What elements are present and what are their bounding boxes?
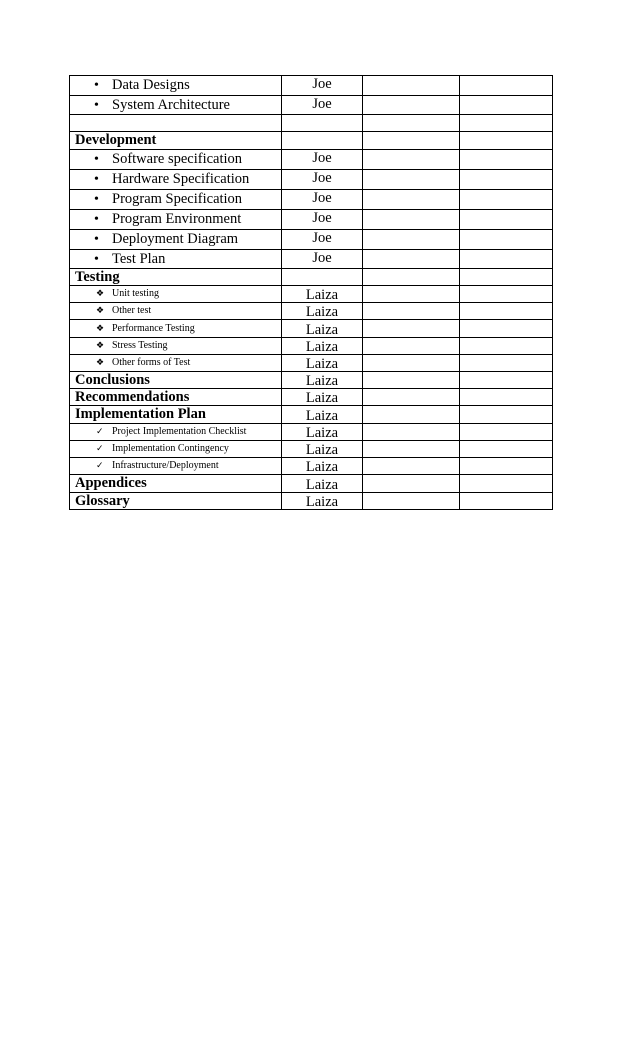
task-label: Other forms of Test: [112, 357, 191, 368]
empty-cell: [363, 269, 460, 286]
task-label: Deployment Diagram: [112, 231, 239, 247]
empty-cell: [363, 150, 460, 170]
empty-cell: [460, 441, 553, 458]
assignee-cell: Laiza: [282, 389, 363, 406]
task-label: Project Implementation Checklist: [112, 426, 247, 437]
empty-cell: [363, 96, 460, 115]
task-cell: [70, 96, 282, 115]
assignee-cell: Joe: [282, 230, 363, 250]
task-label: Other test: [112, 305, 152, 316]
table-row: [70, 170, 553, 190]
empty-cell: [460, 76, 553, 96]
assignee-cell: Laiza: [282, 475, 363, 493]
table-row: [70, 355, 553, 372]
task-cell: [70, 458, 282, 475]
assignee-cell: Laiza: [282, 303, 363, 320]
task-label: Program Environment: [112, 211, 242, 227]
assignee-cell: Joe: [282, 210, 363, 230]
task-cell: [70, 250, 282, 269]
table-row: [70, 132, 553, 150]
empty-cell: [363, 424, 460, 441]
task-cell: [70, 389, 282, 406]
empty-cell: [460, 475, 553, 493]
empty-cell: [460, 96, 553, 115]
assignee-cell: Laiza: [282, 441, 363, 458]
bullet-icon: •: [94, 78, 99, 93]
task-cell: [70, 493, 282, 510]
task-label: Hardware Specification: [112, 171, 250, 187]
table-row: [70, 230, 553, 250]
task-label: Program Specification: [112, 191, 243, 207]
empty-cell: [460, 355, 553, 372]
bullet-icon: •: [94, 251, 99, 267]
empty-cell: [460, 493, 553, 510]
empty-cell: [363, 170, 460, 190]
task-cell: [70, 190, 282, 210]
empty-cell: [363, 190, 460, 210]
table-row: [70, 458, 553, 475]
task-cell: [70, 170, 282, 190]
table-row: [70, 190, 553, 210]
empty-cell: [363, 320, 460, 338]
task-assignment-table: [69, 75, 553, 510]
assignee-cell: [282, 115, 363, 132]
task-cell: [70, 406, 282, 424]
checkmark-icon: ✓: [96, 426, 104, 436]
assignee-cell: Joe: [282, 76, 363, 96]
table-row: [70, 406, 553, 424]
empty-cell: [363, 230, 460, 250]
table-row: [70, 320, 553, 338]
task-label: Implementation Contingency: [112, 443, 229, 454]
checkmark-icon: ✓: [96, 443, 104, 453]
empty-cell: [460, 458, 553, 475]
empty-cell: [460, 372, 553, 389]
empty-cell: [363, 458, 460, 475]
bullet-icon: •: [94, 152, 99, 167]
assignee-cell: Laiza: [282, 424, 363, 441]
task-cell: [70, 424, 282, 441]
task-cell: [70, 338, 282, 355]
task-label: Test Plan: [112, 250, 166, 267]
empty-cell: [363, 303, 460, 320]
table-row: [70, 286, 553, 303]
bullet-icon: •: [94, 192, 99, 207]
task-table-body: [70, 76, 553, 510]
task-label: Data Designs: [112, 77, 190, 93]
empty-cell: [363, 132, 460, 150]
table-row: [70, 115, 553, 132]
diamond-bullet-icon: ❖: [96, 322, 105, 333]
empty-cell: [460, 406, 553, 424]
table-row: [70, 389, 553, 406]
empty-cell: [460, 320, 553, 338]
task-label: Software specification: [112, 151, 243, 167]
assignee-cell: Laiza: [282, 338, 363, 355]
task-label: Unit testing: [112, 288, 159, 299]
table-row: [70, 76, 553, 96]
bullet-icon: •: [94, 232, 99, 247]
empty-cell: [363, 250, 460, 269]
diamond-bullet-icon: ❖: [96, 340, 105, 350]
task-cell: [70, 115, 282, 132]
task-label: Stress Testing: [112, 340, 168, 351]
assignee-cell: Joe: [282, 170, 363, 190]
task-cell: [70, 303, 282, 320]
task-cell: [70, 372, 282, 389]
empty-cell: [363, 493, 460, 510]
task-label: Performance Testing: [112, 322, 195, 334]
table-row: [70, 150, 553, 170]
bullet-icon: •: [94, 172, 99, 187]
empty-cell: [460, 303, 553, 320]
table-row: [70, 96, 553, 115]
task-cell: [70, 320, 282, 338]
bullet-icon: •: [94, 97, 99, 113]
task-cell: [70, 210, 282, 230]
empty-cell: [460, 424, 553, 441]
empty-cell: [460, 170, 553, 190]
empty-cell: [363, 338, 460, 355]
table-row: [70, 424, 553, 441]
empty-cell: [363, 210, 460, 230]
assignee-cell: Laiza: [282, 493, 363, 510]
checkmark-icon: ✓: [96, 460, 104, 470]
empty-cell: [363, 372, 460, 389]
task-cell: [70, 230, 282, 250]
assignee-cell: Laiza: [282, 286, 363, 303]
empty-cell: [460, 190, 553, 210]
task-cell: [70, 269, 282, 286]
empty-cell: [460, 150, 553, 170]
empty-cell: [460, 132, 553, 150]
empty-cell: [460, 389, 553, 406]
section-heading: Implementation Plan: [75, 406, 206, 423]
section-heading: Appendices: [75, 475, 147, 492]
task-cell: [70, 475, 282, 493]
task-cell: [70, 441, 282, 458]
bullet-icon: •: [94, 212, 99, 227]
diamond-bullet-icon: ❖: [96, 305, 105, 315]
task-cell: [70, 76, 282, 96]
section-heading: Conclusions: [75, 371, 150, 388]
table-row: [70, 441, 553, 458]
empty-cell: [460, 115, 553, 132]
task-label: Infrastructure/Deployment: [112, 460, 219, 471]
assignee-cell: Joe: [282, 250, 363, 269]
section-heading: Testing: [75, 268, 120, 285]
table-row: [70, 338, 553, 355]
empty-cell: [460, 286, 553, 303]
empty-cell: [363, 115, 460, 132]
task-label: System Architecture: [112, 96, 230, 113]
assignee-cell: Laiza: [282, 320, 363, 338]
table-row: [70, 493, 553, 510]
diamond-bullet-icon: ❖: [96, 357, 105, 367]
empty-cell: [460, 230, 553, 250]
section-heading: Recommendations: [75, 388, 190, 405]
diamond-bullet-icon: ❖: [96, 288, 105, 298]
empty-cell: [460, 210, 553, 230]
task-cell: [70, 355, 282, 372]
empty-cell: [460, 250, 553, 269]
assignee-cell: Laiza: [282, 458, 363, 475]
empty-cell: [363, 389, 460, 406]
section-heading: Glossary: [75, 492, 130, 509]
empty-cell: [363, 475, 460, 493]
empty-cell: [460, 269, 553, 286]
task-cell: [70, 286, 282, 303]
empty-cell: [460, 338, 553, 355]
table-row: [70, 372, 553, 389]
table-row: [70, 303, 553, 320]
empty-cell: [363, 406, 460, 424]
assignee-cell: Laiza: [282, 355, 363, 372]
task-cell: [70, 150, 282, 170]
empty-cell: [363, 286, 460, 303]
table-row: [70, 210, 553, 230]
assignee-cell: Laiza: [282, 372, 363, 389]
task-cell: [70, 132, 282, 150]
assignee-cell: Laiza: [282, 406, 363, 424]
empty-cell: [363, 76, 460, 96]
section-heading: Development: [75, 132, 157, 149]
assignee-cell: Joe: [282, 190, 363, 210]
assignee-cell: Joe: [282, 96, 363, 115]
table-row: [70, 250, 553, 269]
assignee-cell: [282, 269, 363, 286]
table-row: [70, 475, 553, 493]
empty-cell: [363, 355, 460, 372]
table-row: [70, 269, 553, 286]
assignee-cell: [282, 132, 363, 150]
assignee-cell: Joe: [282, 150, 363, 170]
empty-cell: [363, 441, 460, 458]
